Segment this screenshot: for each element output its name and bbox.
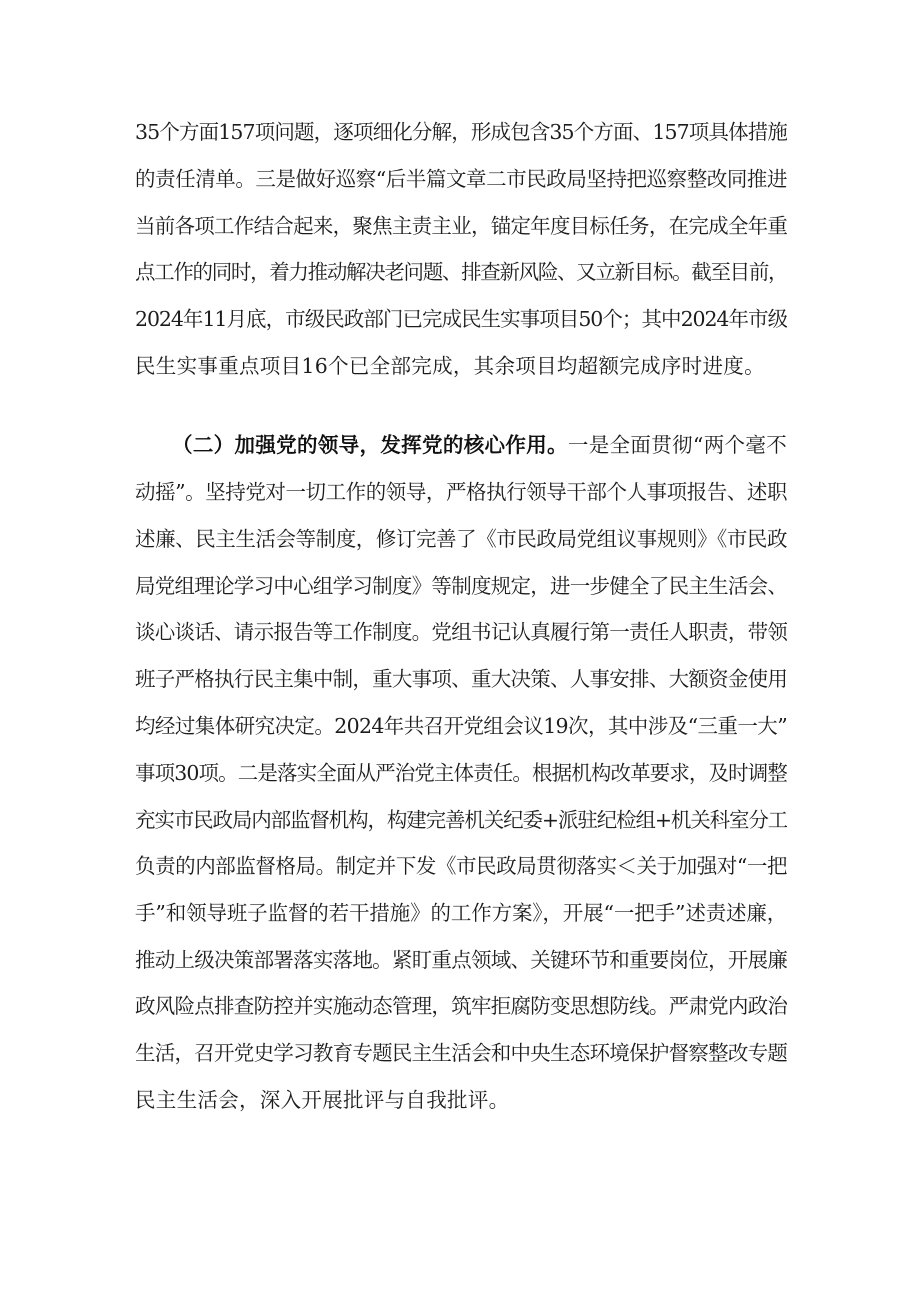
text-line: 推动上级决策部署落实落地。紧盯重点领域、关键环节和重要岗位，开展廉 <box>135 948 787 972</box>
text-line: 当前各项工作结合起来，聚焦主责主业，锚定年度目标任务，在完成全年重 <box>135 214 787 238</box>
text-line: 2024年11月底，市级民政部门已完成民生实事项目50个；其中2024年市级 <box>135 307 787 331</box>
text-line: 政风险点排查防控并实施动态管理，筑牢拒腐防变思想防线。严肃党内政治 <box>135 994 787 1018</box>
text-line: 民主生活会，深入开展批评与自我批评。 <box>135 1088 510 1112</box>
text-line: 谈心谈话、请示报告等工作制度。党组书记认真履行第一责任人职责，带领 <box>135 620 787 644</box>
text-line: 充实市民政局内部监督机构，构建完善机关纪委+派驻纪检组+机关科室分工 <box>135 808 787 832</box>
text-line: 局党组理论学习中心组学习制度》等制度规定，进一步健全了民主生活会、 <box>135 574 787 598</box>
text-line: 的责任清单。三是做好巡察“后半篇文章二市民政局坚持把巡察整改同推进 <box>135 167 787 191</box>
text-line: 35个方面157项问题，逐项细化分解，形成包含35个方面、157项具体措施 <box>135 120 787 144</box>
text-line: 述廉、民主生活会等制度，修订完善了《市民政局党组议事规则》《市民政 <box>135 527 787 551</box>
section-heading-line <box>172 430 787 460</box>
text-line: 负责的内部监督格局。制定并下发《市民政局贯彻落实＜关于加强对“一把 <box>135 854 787 878</box>
text-line: 班子严格执行民主集中制，重大事项、重大决策、人事安排、大额资金使用 <box>135 667 787 691</box>
text-line: 生活，召开党史学习教育专题民主生活会和中央生态环境保护督察整改专题 <box>135 1041 787 1065</box>
section-heading: （二）加强党的领导，发挥党的核心作用。 <box>172 433 568 457</box>
text-line: 均经过集体研究决定。2024年共召开党组会议19次，其中涉及“三重一大” <box>135 714 787 738</box>
text-line: 动摇”。坚持党对一切工作的领导，严格执行领导干部个人事项报告、述职 <box>135 480 787 504</box>
text-line: 点工作的同时，着力推动解决老问题、排查新风险、又立新目标。截至目前， <box>135 260 787 284</box>
text-line: 事项30项。二是落实全面从严治党主体责任。根据机构改革要求，及时调整 <box>135 761 787 785</box>
text-line: 手”和领导班子监督的若干措施》的工作方案》，开展“一把手”述责述廉， <box>135 901 787 925</box>
text-span: 一是全面贯彻“两个毫不 <box>567 433 787 457</box>
text-line: 民生实事重点项目16个已全部完成，其余项目均超额完成序时进度。 <box>135 354 765 378</box>
